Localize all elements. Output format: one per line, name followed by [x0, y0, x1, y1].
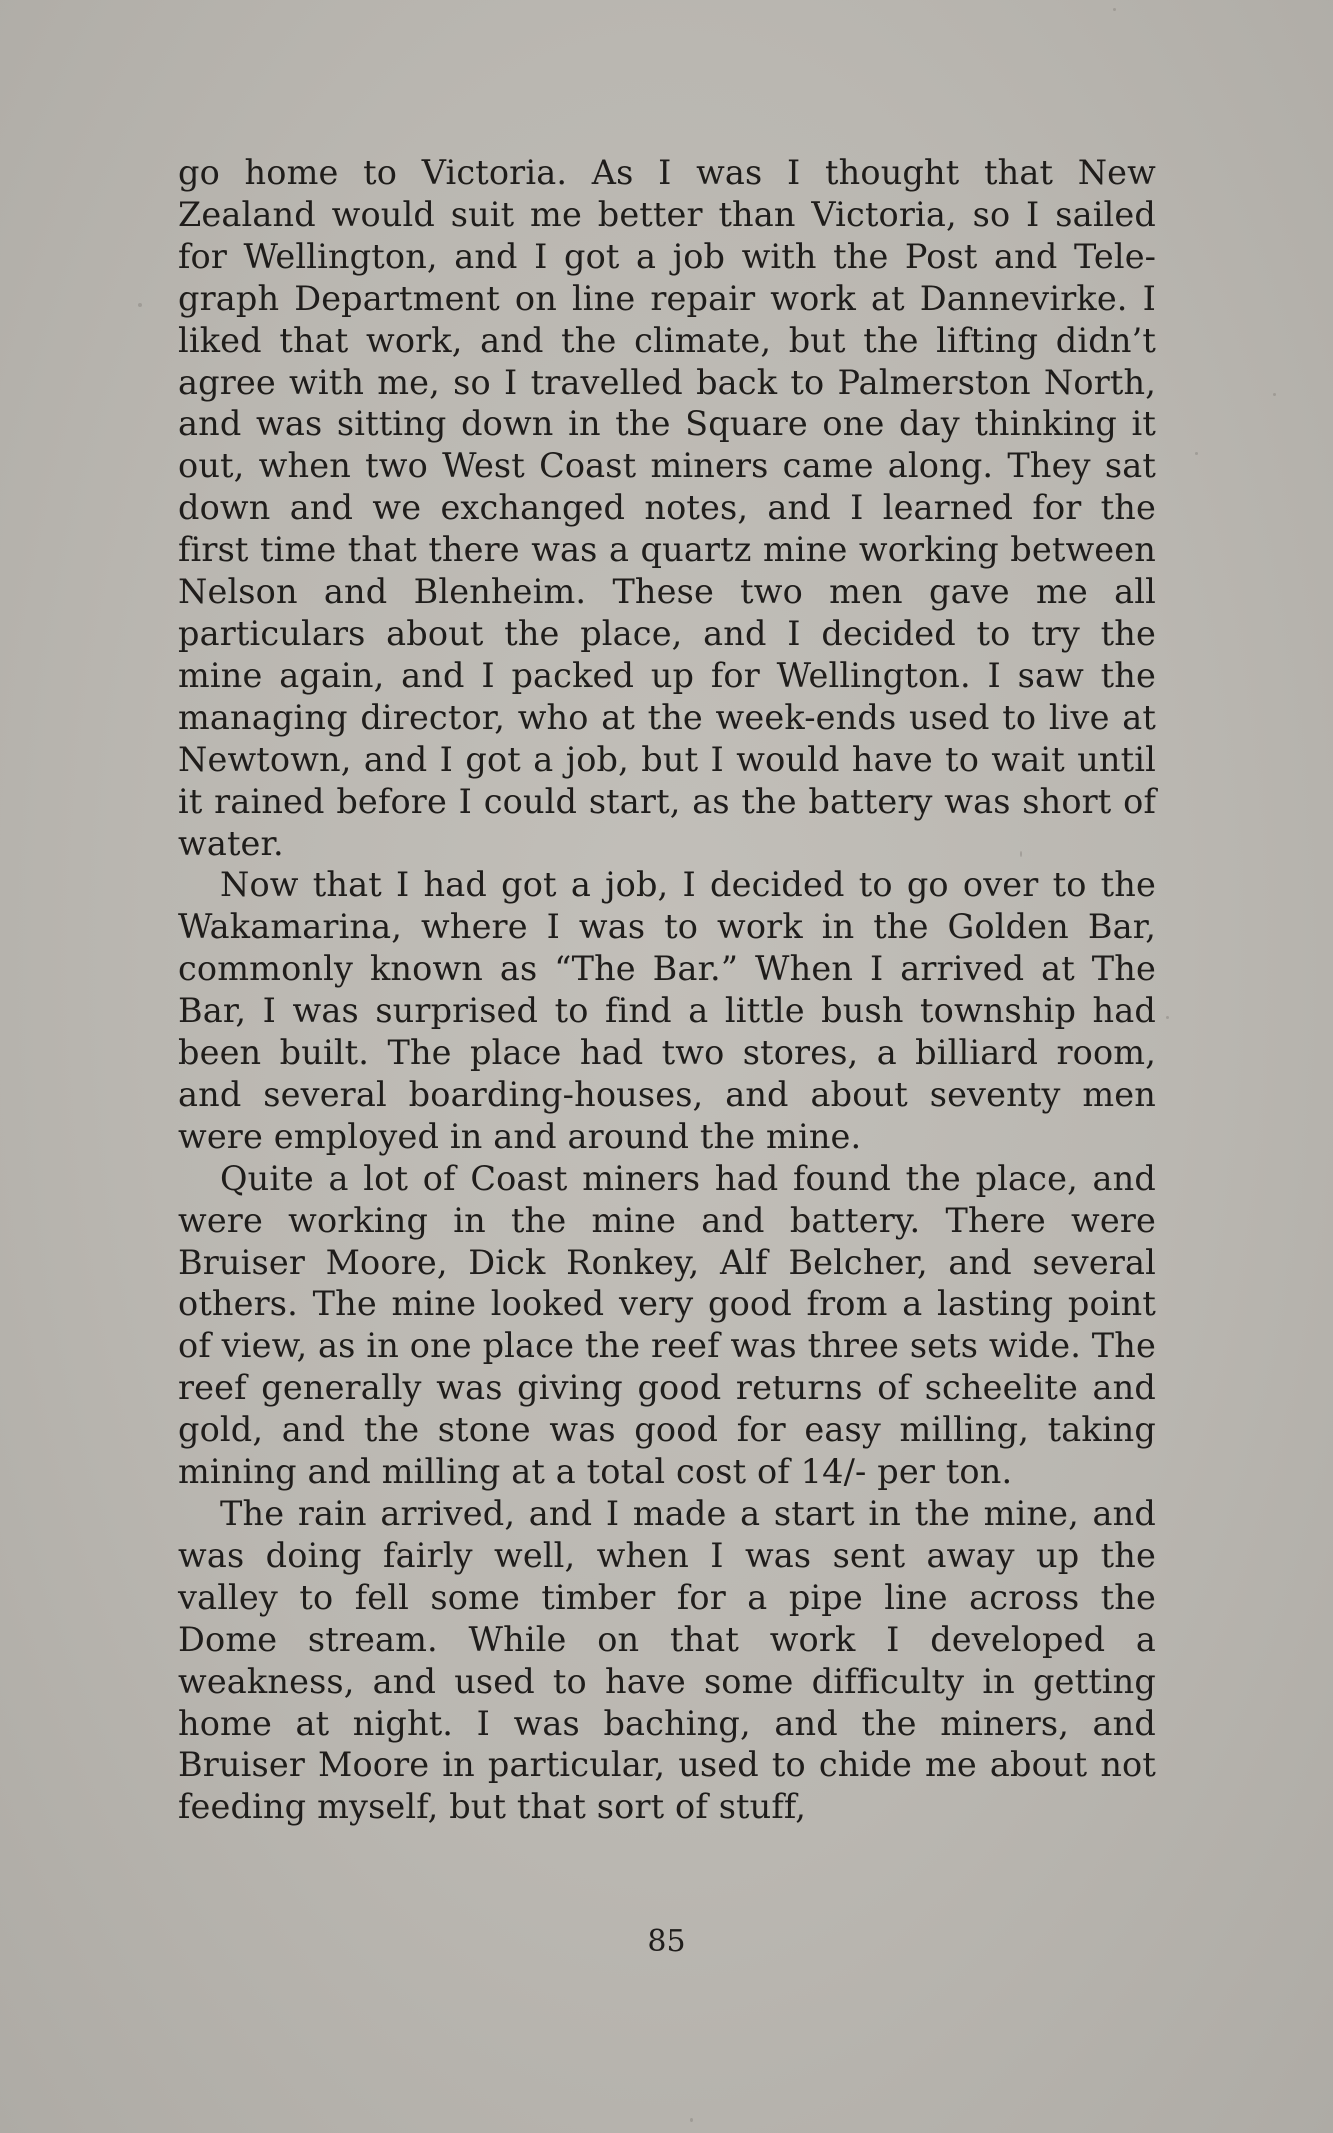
- page-number: 85: [647, 1924, 686, 1959]
- paper-speck: [1195, 452, 1198, 455]
- paper-speck: [1113, 8, 1116, 11]
- paragraph: Quite a lot of Coast miners had found the place, and were working in the mine and battery. There were Bruiser Moore, Dick Ronkey, Alf Belcher, and several others. The mine looked very good from a lasting point of view, as in one place the reef was three sets wide. The reef generally was giving good returns of scheelite and gold, and the stone was good for easy milling, taking mining and milling at a total cost of 14/- per ton.: [178, 1158, 1156, 1492]
- paper-speck: [1166, 1016, 1169, 1019]
- paragraph: go home to Victoria. As I was I thought that New Zealand would suit me better than Victoria, so I sailed for Wellington, and I got a job with the Post and Telegraph Department on line repair work at Dannevirke. I liked that work, and the climate, but the lifting didn’t agree with me, so I travelled back to Palmerston North, and was sitting down in the Square one day thinking it out, when two West Coast miners came along. They sat down and we exchanged notes, and I learned for the first time that there was a quartz mine working between Nelson and Blenheim. These two men gave me all particulars about the place, and I decided to try the mine again, and I packed up for Wellington. I saw the managing director, who at the week-ends used to live at Newtown, and I got a job, but I would have to wait until it rained before I could start, as the battery was short of water.: [178, 153, 1156, 863]
- paper-speck: [138, 303, 142, 307]
- paper-speck: [1273, 393, 1276, 396]
- body-text: [178, 152, 1156, 1828]
- paper-speck: [690, 2118, 693, 2122]
- paragraph: Now that I had got a job, I decided to go over to the Wakamarina, where I was to work in the Golden Bar, commonly known as “The Bar.” When I arrived at The Bar, I was surprised to find a little bush township had been built. The place had two stores, a billiard room, and several boarding-houses, and about seventy men were employed in and around the mine.: [178, 865, 1156, 1156]
- paragraph: The rain arrived, and I made a start in the mine, and was doing fairly well, when I was sent away up the valley to fell some timber for a pipe line across the Dome stream. While on that work I developed a weakness, and used to have some difficulty in getting home at night. I was baching, and the miners, and Bruiser Moore in particular, used to chide me about not feeding myself, but that sort of stuff,: [178, 1494, 1156, 1827]
